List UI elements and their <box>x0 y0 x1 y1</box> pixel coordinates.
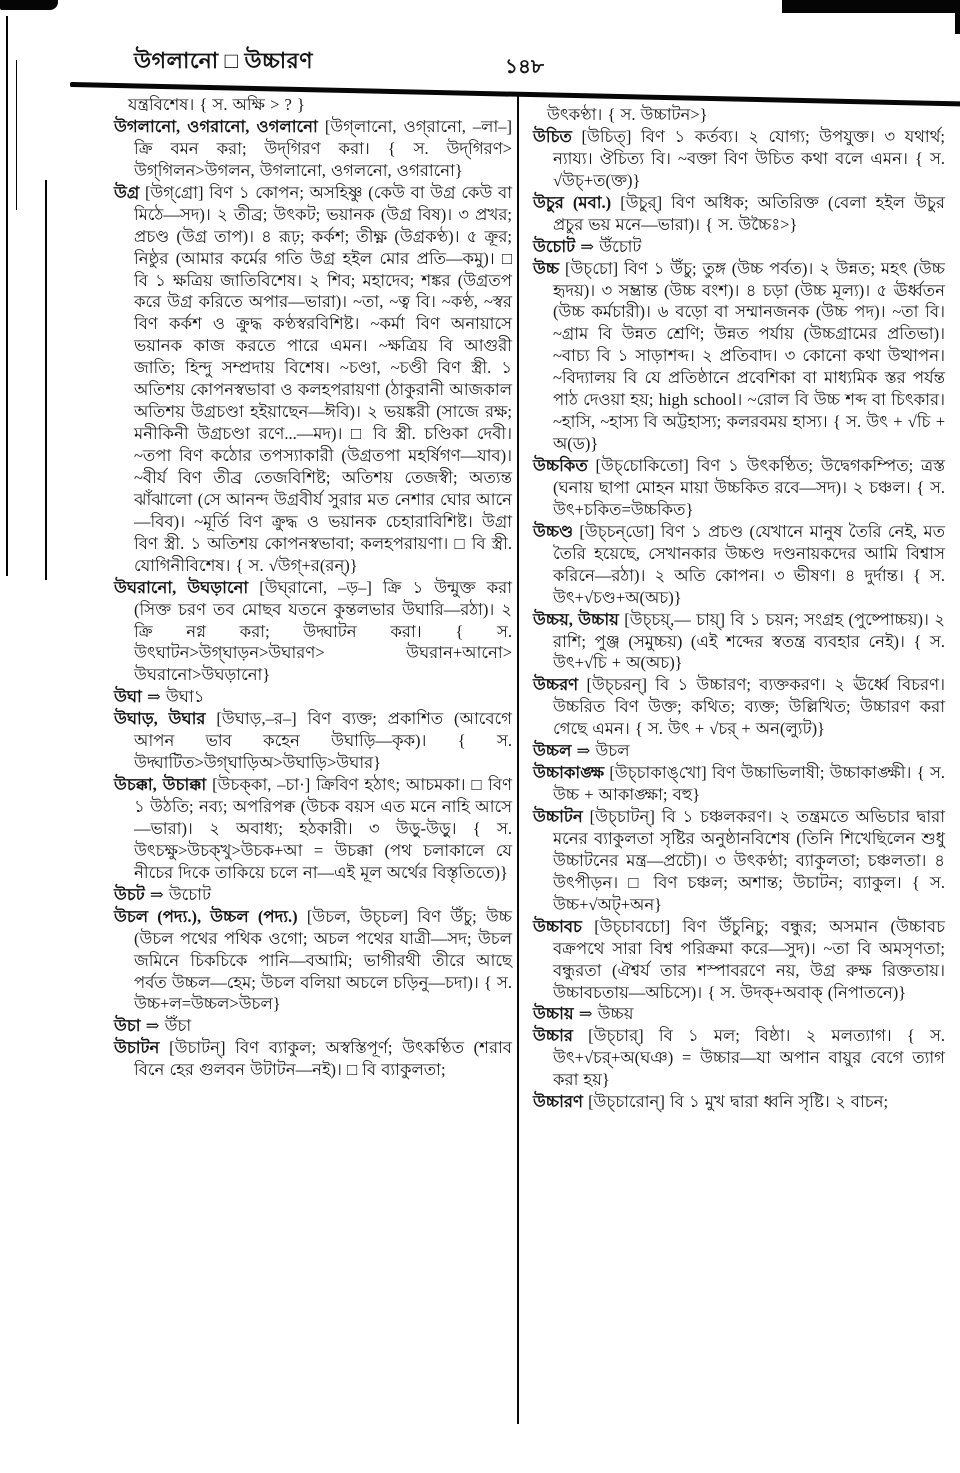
scan-artifact-margin-line <box>45 180 47 580</box>
headword: উচ্চকিত <box>533 456 588 475</box>
dictionary-entry: উগলানো, ওগরানো, ওগলানো [উগ্‌লানো, ওগ্‌রানো, –লা–] ক্রি বমন করা; উদ্‌গিরণ করা। { স. উদ্‌গিরণ> উগ্‌গিলন>উগলন, উগলানো, ওগলনো, ওগরানো} <box>114 116 512 180</box>
dictionary-entry: উচুর (মবা.) [উচুর্] বিণ অধিক; অতিরিক্ত (বেলা হইল উচুর প্রচুর ভয় মনে—ভারা)। { স. উচ্চৈঃ>} <box>533 192 946 234</box>
headword: উচক্কা, উচাক্কা <box>114 775 207 795</box>
headword: উচ্চরণ <box>533 675 579 695</box>
dictionary-entry: উঘরানো, উঘড়ানো [উঘ্‌রানো, –ড়–] ক্রি ১ উন্মুক্ত করা (সিক্ত চরণ তব মোছব যতনে কুন্তলভার উঘারি—রঠা)। ২ ক্রি নগ্ন করা; উদ্ঘাটন করা। { স. উৎঘাটন>উগ্‌ঘাড়ন>উঘারণ> উঘরান+আনো> উঘরানো>উঘড়ানো} <box>114 577 513 685</box>
dictionary-entry: উঘাড়, উঘার [উঘাড়,–র–] বিণ ব্যক্ত; প্রকাশিত (আবেগে আপন ভাব কহেন উঘাড়ি—কৃক)। { স. উদ্ঘাটিত>উগ্‌ঘাড়িঅ>উঘাড়ি>উঘার} <box>114 709 512 773</box>
arrow-icon: ⇒ <box>575 236 600 256</box>
headword: উচ্চাকাঙ্ক্ষ <box>533 763 605 783</box>
cross-reference-entry: উচ্চল ⇒ উচল <box>533 741 630 761</box>
dictionary-entry: উচিত [উচিত্] বিণ ১ কর্তব্য। ২ যোগ্য; উপযুক্ত। ৩ যথার্থ; ন্যায্য। ঔচিত্য বি। ~বক্তা বিণ উচিত কথা বলে এমন। { স. √উচ্‌+ত(ক্ত)} <box>533 126 945 190</box>
dictionary-entry: উচল (পদ্য.), উচ্চল (পদ্য.) [উচল, উচ্‌চল] বিণ উঁচু; উচ্চ (উচল পথের পথিক ওগো; অচল পথের যাত্রী—সদ; উচল জমিনে চিকচিকে পানি—বআমি; ভাগীরথী তীরে আছে পর্বত উচ্চল—হেম; উচল বলিয়া অচলে চড়িনু—চদা)। { স. উচ্চ+ল=উচ্চল>উচল} <box>114 906 512 1014</box>
column-right <box>533 104 945 1113</box>
scan-artifact-top-left <box>0 0 58 10</box>
headword: উচিত <box>533 126 572 146</box>
headword: উচ্চাটন <box>533 807 583 826</box>
column-left <box>114 94 512 1081</box>
headword: উচাটন <box>114 1038 160 1058</box>
page-number: ১৪৮ <box>505 56 544 78</box>
dictionary-entry: উগ্র [উগ্‌গ্রো] বিণ ১ কোপন; অসহিষ্ণু (কেউ বা উগ্র কেউ বা মিঠে—সদ)। ২ তীব্র; উৎকট; ভয়ানক (উগ্র বিষ)। ৩ প্রখর; প্রচণ্ড (উগ্র তাপ)। ৪ রূঢ়; কর্কশ; তীক্ষ্ণ (উগ্রকণ্ঠ)। ৫ ক্রূর; নিষ্ঠুর (আমার কর্মের গতি উগ্র হইল মোর প্রতি—কমু)। □ বি ১ ক্ষত্রিয় জাতিবিশেষ। ২ শিব; মহাদেব; শঙ্কর (উগ্রতপ করে উগ্র করিতে অপার—ভারা)। ~তা, ~ত্ব বি। ~কণ্ঠ, ~স্বর বিণ কর্কশ ও ক্রুদ্ধ কণ্ঠস্বরবিশিষ্ট। ~কর্মা বিণ অনায়াসে ভয়ানক কাজ করতে পারে এমন। ~ক্ষত্রিয় বি আগুরী জাতি; হিন্দু সম্প্রদায় বিশেষ। ~চণ্ডা, ~চণ্ডী বিণ স্ত্রী. ১ অতিশয় কোপনস্বভাবা ও কলহপরায়ণা (ঠাকুরানী আজকাল অতিশয় উগ্রচণ্ডা হইয়াছেন—ঈবি)। ২ ভয়ঙ্করী (সাজে রক্ষ; মনীকিনী উগ্রচণ্ডা রণে...—মদ)। □ বি স্ত্রী. চণ্ডিকা দেবী। ~তপা বিণ কঠোর তপস্যাকারী (উগ্রতপা মহর্ষিগণ—যাব)। ~বীর্য বিণ তীব্র তেজবিশিষ্ট; অতিশয় তেজস্বী; অত্যন্ত ঝাঁঝালো (সে আনন্দ উগ্রবীর্য সুরার মত নেশার ঘোর আনে—বিব)। ~মূর্তি বিণ ক্রুদ্ধ ও ভয়ানক চেহারাবিশিষ্ট। উগ্রা বিণ স্ত্রী. ১ অতিশয় কোপনস্বভাবা; কলহপরায়ণা। □ বি স্ত্রী. যোগিনীবিশেষ। { স. √উগ্‌+র(রন্)} <box>114 182 512 575</box>
headword: উচ্চয়, উচ্চায় <box>533 609 619 629</box>
scan-artifact-top-right <box>782 0 960 13</box>
headword: উচ্চায় <box>533 1004 574 1024</box>
headword: উগ্র <box>114 182 140 202</box>
arrow-icon: ⇒ <box>140 1016 165 1036</box>
headword: উচ্চার <box>533 1026 573 1046</box>
dictionary-entry: উচ্চাটন [উচ্‌চাটন্] বি ১ চঞ্চলকরণ। ২ তন্ত্রমতে অভিচার দ্বারা মনের ব্যাকুলতা সৃষ্টির অনুষ্ঠানবিশেষ (তিনি শিখেছিলেন শুধু উচ্চাটনের মন্ত্র—প্রচৌ)। ৩ উৎকণ্ঠা; ব্যাকুলতা; চঞ্চলতা। ৪ উৎপীড়ন। □ বিণ চঞ্চল; অশান্ত; উচাটন; ব্যাকুল। { স. উচ্চ+√অট্‌+অন} <box>533 807 945 914</box>
headword: উচ্চ <box>533 258 560 278</box>
cross-reference-entry: উচা ⇒ উঁচা <box>114 1016 192 1036</box>
continuation-text: উৎকণ্ঠা। { স. উচ্চাটন>} <box>547 105 708 124</box>
dictionary-entry: উচ্চকিত [উচ্‌চোকিতো] বিণ ১ উৎকণ্ঠিত; উদ্বেগকম্পিত; ত্রস্ত (ঘনায় ছাপা মোহন মায়া উচ্চকিত রবে—সদ)। ২ চঞ্চল। { স. উৎ+চকিত=উচ্চকিত} <box>533 456 945 519</box>
arrow-icon: ⇒ <box>141 687 166 707</box>
headword: উগলানো, ওগরানো, ওগলানো <box>114 116 318 136</box>
column-divider <box>517 94 519 1424</box>
cross-reference-entry: উচোট ⇒ উঁচোট <box>533 236 642 256</box>
headword: উচ্চণ্ড <box>533 521 574 541</box>
dictionary-entry: উচ্চাকাঙ্ক্ষ [উচ্‌চাকাঙ্‌খো] বিণ উচ্চাভিলাষী; উচ্চাকাঙ্ক্ষী। { স. উচ্চ + আকাঙ্ক্ষা; বহু} <box>533 763 945 805</box>
cross-reference-entry: উঘা ⇒ উঘা১ <box>114 687 205 707</box>
dictionary-entry: উচ্চ [উচ্‌চো] বিণ ১ উঁচু; তুঙ্গ (উচ্চ পর্বত)। ২ উন্নত; মহৎ (উচ্চ হৃদয়)। ৩ সম্ভ্রান্ত (উচ্চ বংশ)। ৪ চড়া (উচ্চ মূল্য)। ৫ ঊর্ধ্বতন (উচ্চ কর্মচারী)। ৬ বড়ো বা সম্মানজনক (উচ্চ পদ)। ~তা বি। ~গ্রাম বি উন্নত শ্রেণি; উন্নত পর্যায় (উচ্চগ্রামের প্রতিভা)। ~বাচ্য বি ১ সাড়াশব্দ। ২ প্রতিবাদ। ৩ কোনো কথা উত্থাপন। ~বিদ্যালয় বি যে প্রতিষ্ঠানে প্রবেশিকা বা মাধ্যমিক স্তর পর্যন্ত পাঠ দেওয়া হয়; high school। ~রোল বি উচ্চ শব্দ বা চিৎকার। ~হাসি, ~হাস্য বি অট্টহাস্য; কলরবময় হাস্য। { স. উৎ + √চি + অ(ড)} <box>533 258 945 454</box>
dictionary-entry: উচ্চরণ [উচ্‌চরন্] বি ১ উচ্চারণ; ব্যক্তকরণ। ২ ঊর্ধ্বে বিচরণ। উচ্চরিত বিণ উক্ত; কথিত; ব্যক্ত; উল্লিখিত; উচ্চারণ করা গেছে এমন। { স. উৎ + √চর্ + অন(ল্যুট)} <box>533 675 945 739</box>
scan-artifact-margin-line <box>6 16 8 576</box>
cross-reference-entry: উচ্চায় ⇒ উচ্চয় <box>533 1004 634 1024</box>
headword: উচোট <box>533 236 576 256</box>
headword: উচুর (মবা.) <box>533 192 612 212</box>
scan-artifact-margin-line <box>16 60 17 210</box>
dictionary-entry: উচাটন [উচাটন্] বিণ ব্যাকুল; অস্বস্তিপূর্ণ; উৎকণ্ঠিত (শরাব বিনে হের গুলবন উটাটন—নই)। □ বি ব্যাকুলতা; <box>114 1038 512 1080</box>
arrow-icon: ⇒ <box>144 884 169 904</box>
continuation-text: যন্ত্রবিশেষ। { স. অক্ষি > ? } <box>128 95 305 114</box>
dictionary-entry: উচক্কা, উচাক্কা [উচক্‌কা, –চা·] ক্রিবিণ হঠাৎ; আচমকা। □ বিণ ১ উঠতি; নব্য; অপরিপক্ব (উচক বয়স এত মনে নাহি আসে—ভারা)। ২ অবাধ্য; হঠকারী। ৩ উড়ু-উড়ু। { স. উৎচক্ষু>উচক্‌খু>উচক+আ = উচক্কা (পথ চলাকালে যে নীচের দিকে তাকিয়ে চলে না—এই মূল অর্থের বিস্তৃতিতে)} <box>114 775 512 882</box>
guide-words: উগলানো □ উচ্চারণ <box>134 48 314 73</box>
headword: উচ্চল <box>533 741 572 761</box>
headword: উচট <box>114 884 145 904</box>
arrow-icon: ⇒ <box>571 741 596 761</box>
arrow-icon: ⇒ <box>573 1004 598 1024</box>
headword: উচ্চারণ <box>533 1092 583 1112</box>
scan-artifact-right-edge <box>955 0 960 34</box>
headword: উচ্চাবচ <box>533 916 582 936</box>
dictionary-entry: উচ্চাবচ [উচ্‌চাবচো] বিণ উঁচুনিচু; বন্ধুর; অসমান (উচ্চাবচ বক্রপথে সারা বিশ্ব পরিক্রমা করে—সুদ)। ~তা বি অমসৃণতা; বন্ধুরতা (ঐশ্বর্য তার শস্পাবরণে নয়, উগ্র রুক্ষ রিক্ততায়। উচ্চাবচতায়—অচিসে)। { স. উদক্+অবাক্ (নিপাতনে)} <box>533 916 945 1002</box>
headword: উঘাড়, উঘার <box>114 709 206 729</box>
dictionary-entry: উচ্চারণ [উচ্‌চারোন্] বি ১ মুখ দ্বারা ধ্বনি সৃষ্টি। ২ বাচন; <box>533 1092 889 1112</box>
headword: উচা <box>114 1016 141 1036</box>
headword: উঘরানো, উঘড়ানো <box>114 577 249 597</box>
dictionary-entry: উচ্চার [উচ্‌চার্] বি ১ মল; বিষ্ঠা। ২ মলত্যাগ। { স. উৎ+√চর্+অ(ঘঞ) = উচ্চার—যা অপান বায়ুর বেগে ত্যাগ করা হয়} <box>533 1026 945 1090</box>
cross-reference-entry: উচট ⇒ উচোট <box>114 884 211 904</box>
headword: উঘা <box>114 687 142 707</box>
headword: উচল (পদ্য.), উচ্চল (পদ্য.) <box>114 906 298 926</box>
dictionary-entry: উচ্চণ্ড [উচ্‌চন্‌ডো] বিণ ১ প্রচণ্ড (যেখানে মানুষ তৈরি নেই, মত তৈরি হয়েছে, সেখানকার উচ্চণ্ড দণ্ডনায়কদের আমি বিশ্বাস করিনে—রঠা)। ২ অতি কোপন। ৩ ভীষণ। ৪ দুর্দান্ত। { স. উৎ+√চণ্ড+অ(অচ)} <box>533 521 945 607</box>
dictionary-entry: উচ্চয়, উচ্চায় [উচ্‌চয়্,— চায়্] বি ১ চয়ন; সংগ্রহ (পুষ্পোচ্চয়)। ২ রাশি; পুঞ্জ (সমুচ্চয়) (এই শব্দের স্বতন্ত্র ব্যবহার নেই)। { স. উৎ+√চি + অ(অচ)} <box>533 609 945 673</box>
